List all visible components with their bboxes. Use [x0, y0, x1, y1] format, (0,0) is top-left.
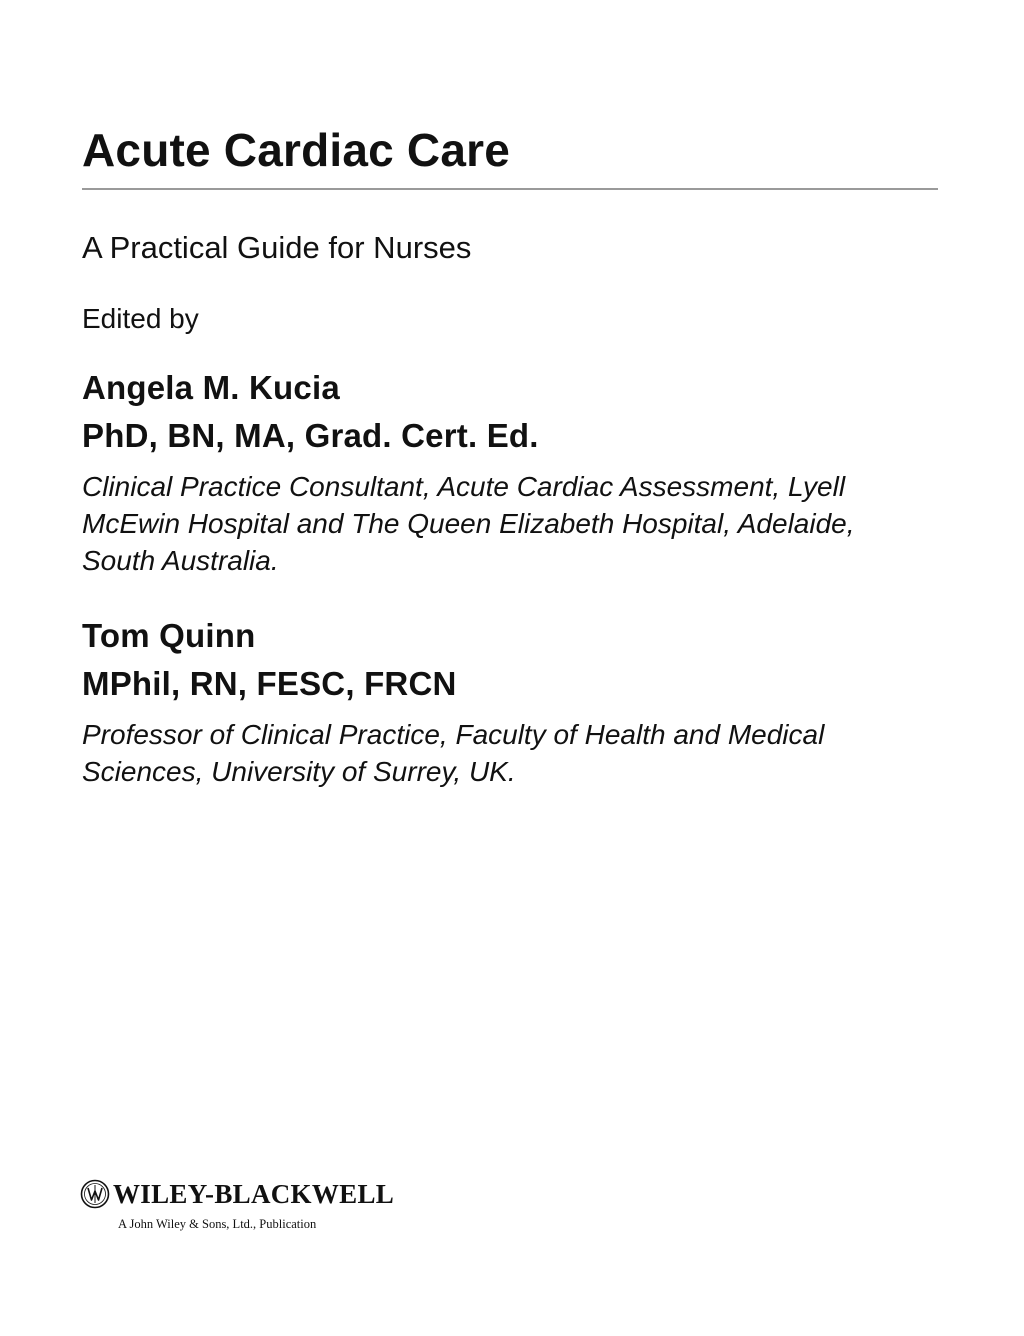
editor-block: [82, 364, 942, 579]
affiliation-line: Clinical Practice Consultant, Acute Cardiac Assessment, Lyell: [82, 471, 846, 502]
affiliation-line: Professor of Clinical Practice, Faculty of Health and Medical: [82, 719, 825, 750]
editor-qualifications: MPhil, RN, FESC, FRCN: [82, 665, 457, 702]
editor-block: [82, 612, 942, 790]
editor-name: Angela M. Kucia: [82, 369, 340, 406]
affiliation-line: Sciences, University of Surrey, UK.: [82, 756, 516, 787]
book-subtitle: A Practical Guide for Nurses: [82, 230, 472, 265]
book-title: Acute Cardiac Care: [82, 124, 510, 176]
editor-name: Tom Quinn: [82, 617, 256, 654]
editor-qualifications: PhD, BN, MA, Grad. Cert. Ed.: [82, 417, 539, 454]
publisher-name: WILEY-BLACKWELL: [113, 1179, 395, 1209]
publisher-tagline: A John Wiley & Sons, Ltd., Publication: [118, 1217, 317, 1231]
edited-by-label: Edited by: [82, 303, 199, 334]
affiliation-line: McEwin Hospital and The Queen Elizabeth Hospital, Adelaide,: [82, 508, 855, 539]
editor-affiliation: [82, 468, 942, 579]
editor-affiliation: [82, 716, 942, 790]
wiley-seal-icon: [80, 1179, 110, 1209]
affiliation-line: South Australia.: [82, 545, 279, 576]
title-divider: [82, 188, 938, 190]
publisher-imprint: [80, 1176, 394, 1232]
publisher-brand: [80, 1176, 394, 1212]
